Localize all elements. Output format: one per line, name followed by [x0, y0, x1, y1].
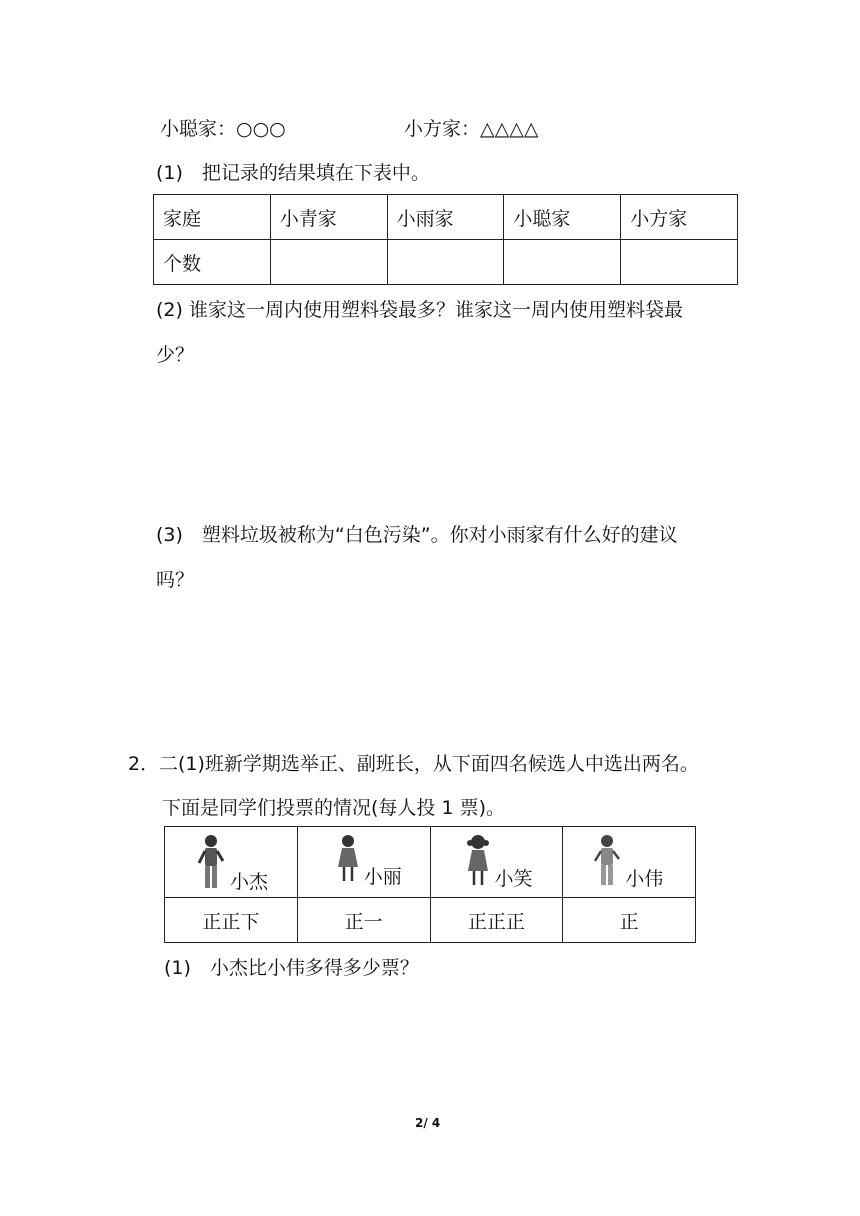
answer-cell-xiaocong[interactable]: [504, 240, 621, 285]
problem-2-line-1: 二(1)班新学期选举正、副班长，从下面四名候选人中选出两名。: [159, 753, 699, 775]
question-3-line-2: 吗？: [156, 569, 195, 591]
answer-cell-xiaofang[interactable]: [621, 240, 738, 285]
question-2-line-1: (2) 谁家这一周内使用塑料袋最多？谁家这一周内使用塑料袋最: [156, 299, 683, 321]
xiaocong-record: 小聪家：○○○: [160, 118, 286, 140]
candidate-name-xiaoxiao: 小笑: [494, 868, 533, 890]
problem-2-number: 2．: [128, 753, 160, 775]
tally-xiaoxiao: 正正正: [430, 898, 563, 943]
boy-figure-icon: [195, 833, 227, 893]
tally-xiaojie: 正正下: [165, 898, 298, 943]
header-cell-xiaofang: 小方家: [621, 195, 738, 240]
header-cell-xiaocong: 小聪家: [504, 195, 621, 240]
candidate-name-xiaowei: 小伟: [625, 868, 664, 890]
answer-cell-xiaoqing[interactable]: [270, 240, 387, 285]
xiaofang-record: 小方家：△△△△: [404, 118, 539, 140]
record-table: [153, 194, 738, 285]
tally-row: [165, 898, 696, 943]
row-label-count: 个数: [154, 240, 271, 285]
candidate-name-xiaoli: 小丽: [363, 866, 402, 888]
question-2-line-2: 少？: [156, 344, 195, 366]
boy-figure-icon: [593, 833, 621, 889]
candidate-cell-2: [297, 827, 430, 898]
answer-cell-xiaoyu[interactable]: [387, 240, 504, 285]
girl-figure-icon: [334, 833, 362, 885]
candidate-cell-4: [563, 827, 696, 898]
candidate-cell-3: [430, 827, 563, 898]
tally-xiaowei: 正: [563, 898, 696, 943]
vote-table: [164, 826, 696, 943]
problem-2-line-2: 下面是同学们投票的情况(每人投 1 票)。: [162, 797, 505, 819]
question-3-line-1: (3) 塑料垃圾被称为“白色污染”。你对小雨家有什么好的建议: [156, 524, 678, 546]
tally-xiaoli: 正一: [297, 898, 430, 943]
problem-2-sub-1: (1) 小杰比小伟多得多少票？: [164, 957, 419, 979]
page-number: 2/ 4: [415, 1116, 441, 1130]
record-table-header-row: [154, 195, 738, 240]
candidate-name-xiaojie: 小杰: [230, 871, 269, 893]
header-cell-xiaoyu: 小雨家: [387, 195, 504, 240]
header-cell-xiaoqing: 小青家: [270, 195, 387, 240]
header-cell-family: 家庭: [154, 195, 271, 240]
candidate-cell-1: [165, 827, 298, 898]
question-1-text: (1) 把记录的结果填在下表中。: [156, 162, 430, 184]
candidate-row: [165, 827, 696, 898]
girl-figure-icon: [463, 833, 493, 889]
record-table-count-row: [154, 240, 738, 285]
